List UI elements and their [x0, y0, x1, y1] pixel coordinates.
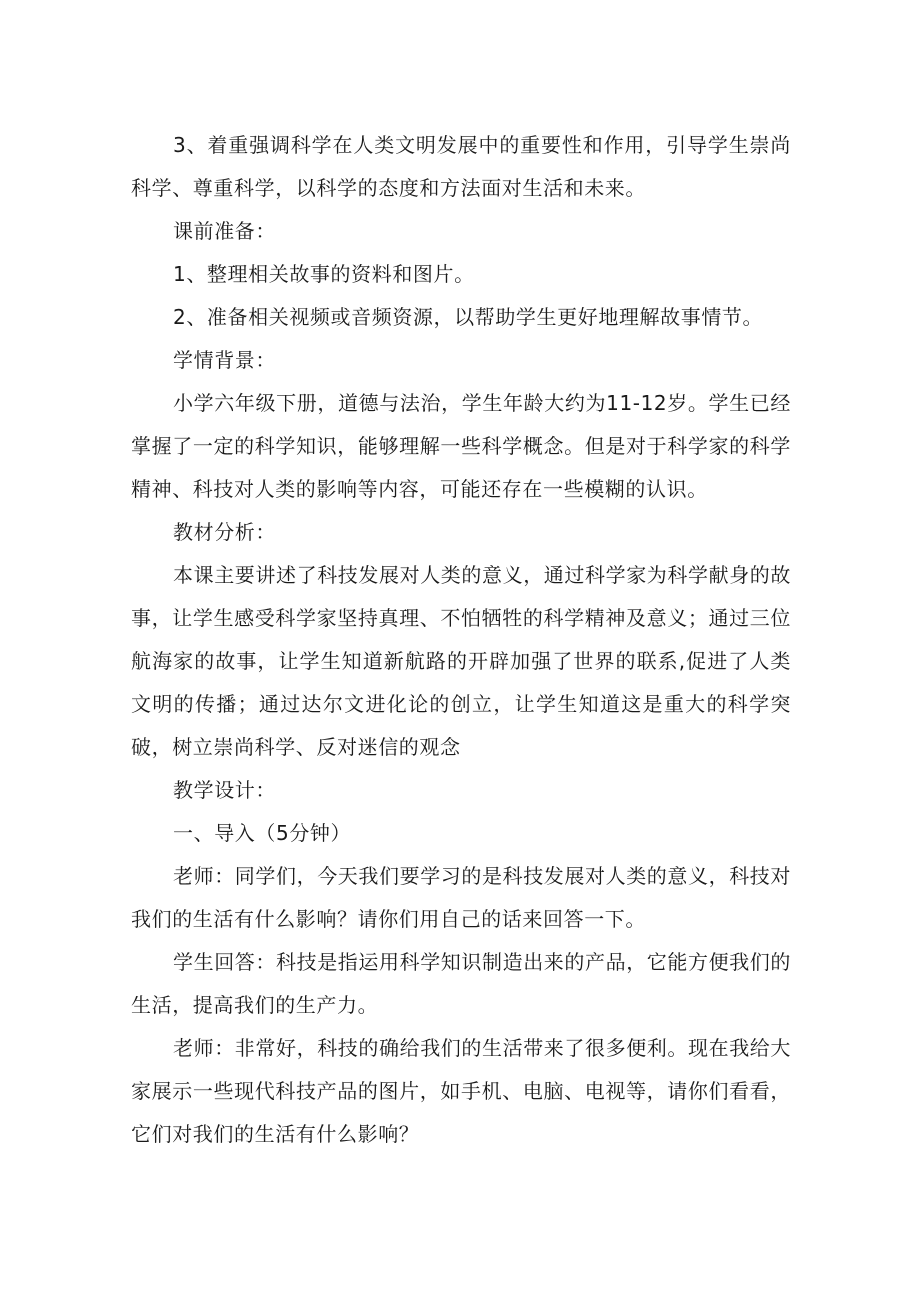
paragraph-student-answer: 学生回答：科技是指运用科学知识制造出来的产品，它能方便我们的生活，提高我们的生产力。 [131, 950, 791, 1017]
paragraph-prep-2: 2、准备相关视频或音频资源，以帮助学生更好地理解故事情节。 [173, 305, 764, 329]
paragraph-teacher-question: 老师：同学们，今天我们要学习的是科技发展对人类的意义，科技对我们的生活有什么影响？请你们用自己的话来回答一下。 [131, 864, 791, 931]
paragraph-student-background: 小学六年级下册，道德与法治，学生年龄大约为11-12岁。学生已经掌握了一定的科学知识，能够理解一些科学概念。但是对于科学家的科学精神、科技对人类的影响等内容，可能还存在一些模糊的认识。 [131, 391, 791, 501]
heading-student-background: 学情背景： [173, 348, 276, 372]
heading-teaching-design: 教学设计： [173, 778, 276, 802]
document-body [131, 124, 791, 1156]
paragraph-teacher-followup: 老师：非常好，科技的确给我们的生活带来了很多便利。现在我给大家展示一些现代科技产品的图片，如手机、电脑、电视等，请你们看看，它们对我们的生活有什么影响？ [131, 1036, 791, 1146]
heading-introduction: 一、导入（5分钟） [173, 821, 352, 845]
paragraph-textbook-analysis: 本课主要讲述了科技发展对人类的意义，通过科学家为科学献身的故事，让学生感受科学家坚持真理、不怕牺牲的科学精神及意义；通过三位航海家的故事，让学生知道新航路的开辟加强了世界的联系,促进了人类文明的传播；通过达尔文进化论的创立，让学生知道这是重大的科学突破，树立崇尚科学、反对迷信的观念 [131, 563, 791, 759]
heading-textbook-analysis: 教材分析： [173, 520, 276, 544]
heading-preparation: 课前准备： [173, 219, 276, 243]
paragraph-goal-3: 3、着重强调科学在人类文明发展中的重要性和作用，引导学生崇尚科学、尊重科学，以科学的态度和方法面对生活和未来。 [131, 133, 791, 200]
paragraph-prep-1: 1、整理相关故事的资料和图片。 [173, 262, 475, 286]
